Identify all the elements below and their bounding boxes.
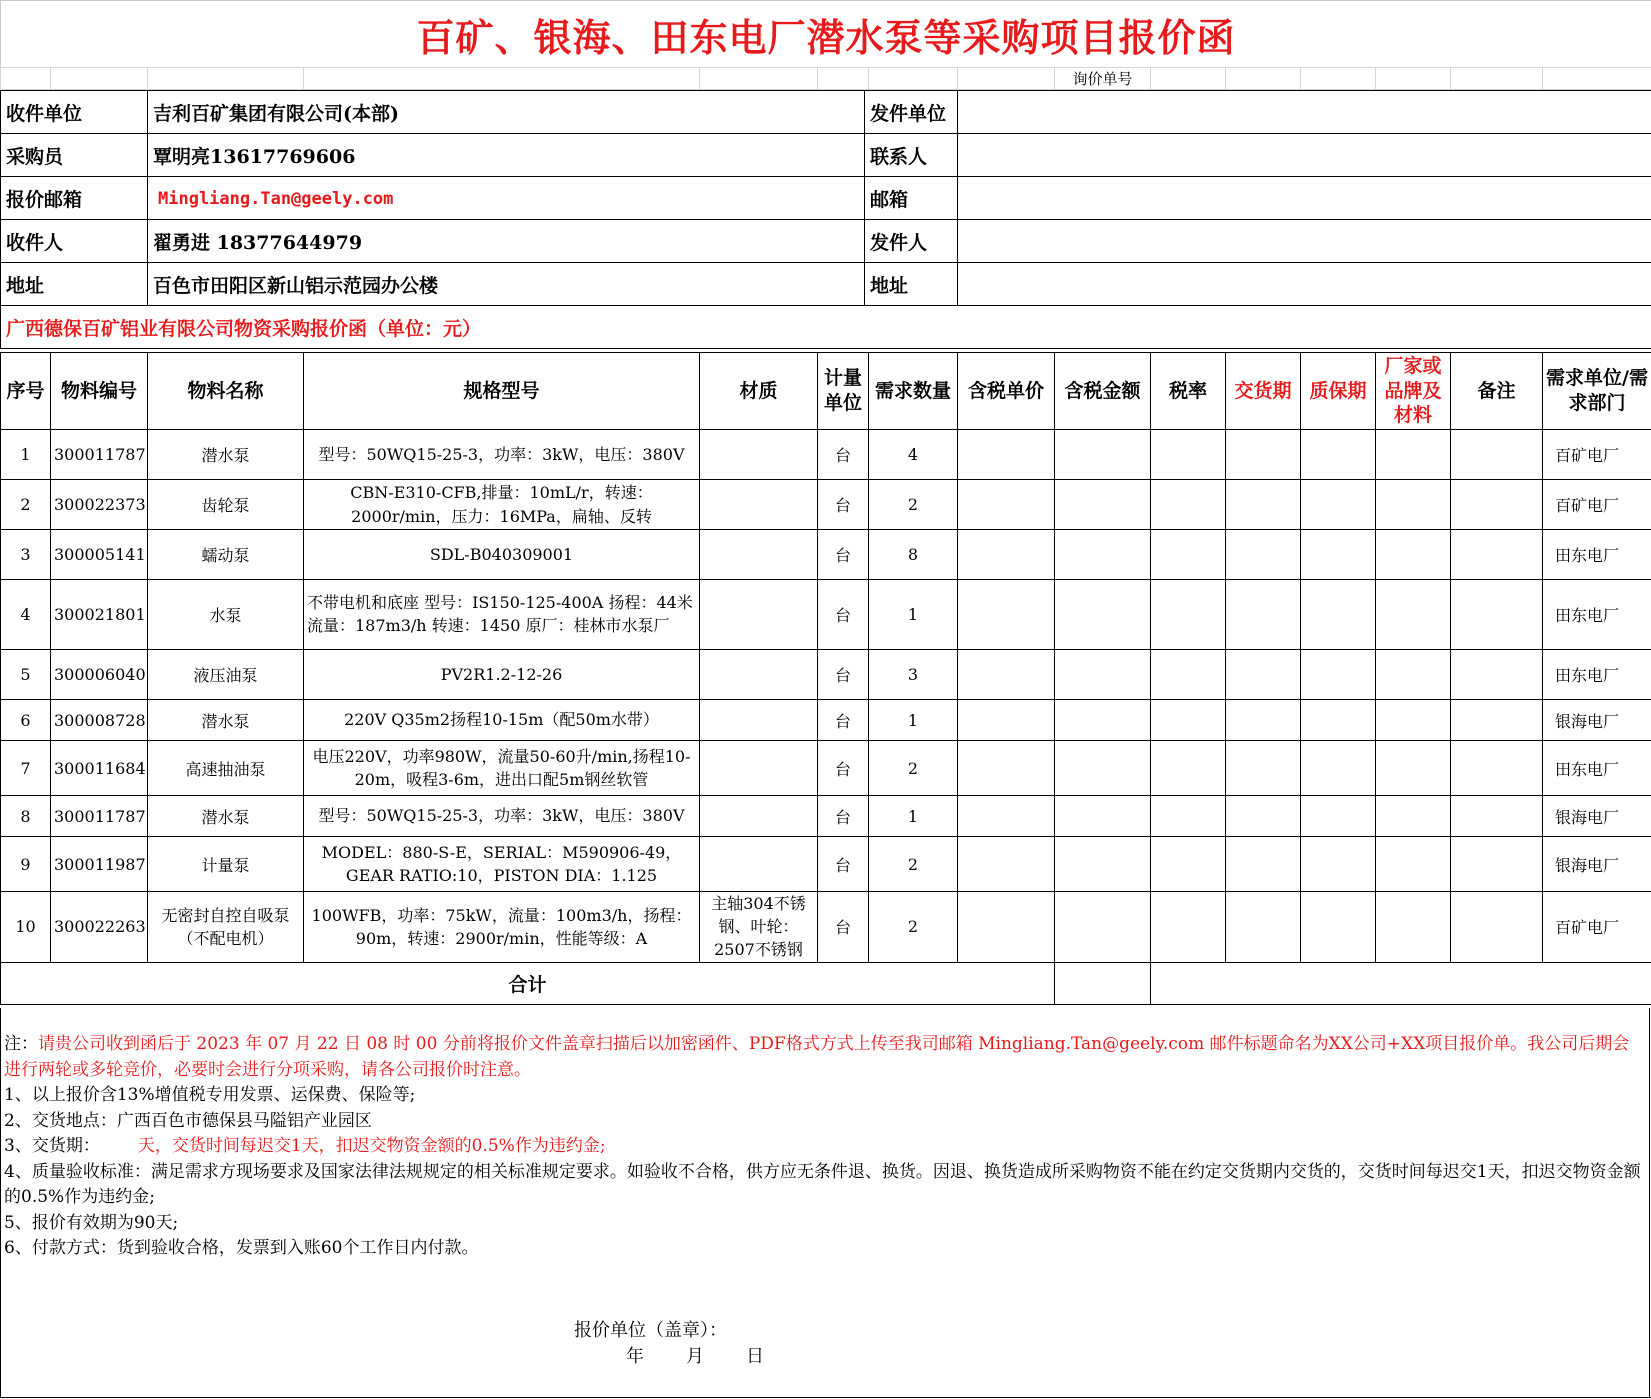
item-code: 300011787 — [51, 796, 148, 837]
item-amount-input[interactable] — [1055, 650, 1151, 700]
item-spec: CBN-E310-CFB,排量：10mL/r，转速：2000r/min，压力：16MPa，扁轴、反转 — [304, 480, 700, 530]
frame-bottom — [0, 1397, 1651, 1398]
note-3-prefix: 3、交货期： — [4, 1136, 100, 1156]
strip-cell — [1543, 68, 1651, 90]
note-main — [4, 1032, 1644, 1083]
col-warranty: 质保期 — [1301, 353, 1376, 430]
item-unit: 台 — [818, 430, 869, 480]
item-remark-input[interactable] — [1451, 741, 1543, 796]
note-2: 2、交货地点：广西百色市德保县马隘铝产业园区 — [4, 1110, 372, 1131]
item-name: 齿轮泵 — [148, 480, 304, 530]
item-dept: 田东电厂 — [1543, 650, 1651, 700]
item-delivery-input[interactable] — [1226, 892, 1301, 963]
item-unit-price-input[interactable] — [958, 892, 1055, 963]
item-warranty-input[interactable] — [1301, 430, 1376, 480]
strip-cell — [1, 68, 51, 90]
item-brand-input[interactable] — [1376, 480, 1451, 530]
item-unit: 台 — [818, 480, 869, 530]
item-name: 高速抽油泵 — [148, 741, 304, 796]
item-spec: MODEL：880-S-E，SERIAL：M590906-49，GEAR RATIO:10，PISTON DIA：1.125 — [304, 837, 700, 892]
address2-value[interactable] — [958, 263, 1651, 306]
signature-date — [574, 1344, 806, 1370]
item-tax-input[interactable] — [1151, 892, 1226, 963]
note-4: 4、质量验收标准：满足需求方现场要求及国家法律法规规定的相关标准规定要求。如验收不合格，供方应无条件退、换货。因退、换货造成所采购物资不能在约定交货期内交货的，交货时间每迟交1天，扣迟交物资金额的0.5%作为违约金; — [4, 1161, 1641, 1207]
item-tax-input[interactable] — [1151, 480, 1226, 530]
item-remark-input[interactable] — [1451, 530, 1543, 580]
strip-cell — [148, 68, 304, 90]
table-row — [1, 741, 1651, 796]
item-delivery-input[interactable] — [1226, 741, 1301, 796]
item-qty: 1 — [869, 796, 958, 837]
strip-cell — [869, 68, 958, 90]
note-1: 1、以上报价含13%增值税专用发票、运保费、保险等; — [4, 1085, 416, 1105]
item-unit: 台 — [818, 741, 869, 796]
item-tax-input[interactable] — [1151, 741, 1226, 796]
signature-label: 报价单位（盖章）： — [574, 1320, 727, 1341]
item-warranty-input[interactable] — [1301, 480, 1376, 530]
item-seq: 7 — [1, 741, 51, 796]
item-brand-input[interactable] — [1376, 650, 1451, 700]
strip-cell — [700, 68, 818, 90]
item-name: 液压油泵 — [148, 650, 304, 700]
item-spec: 型号：50WQ15-25-3，功率：3kW，电压：380V — [304, 430, 700, 480]
item-amount-input[interactable] — [1055, 741, 1151, 796]
sender-org-value[interactable] — [958, 91, 1651, 134]
item-warranty-input[interactable] — [1301, 796, 1376, 837]
items-header-row — [1, 353, 1651, 430]
frame-left — [0, 1008, 1, 1398]
strip-cell — [1451, 68, 1543, 90]
address2-label: 地址 — [865, 263, 958, 306]
item-remark-input[interactable] — [1451, 796, 1543, 837]
item-brand-input[interactable] — [1376, 796, 1451, 837]
email-value[interactable] — [958, 177, 1651, 220]
col-brand: 厂家或品牌及材料 — [1376, 353, 1451, 430]
date-day: 日 — [746, 1346, 764, 1367]
item-brand-input[interactable] — [1376, 892, 1451, 963]
inquiry-strip — [0, 67, 1651, 90]
item-dept: 田东电厂 — [1543, 580, 1651, 650]
item-code: 300006040 — [51, 650, 148, 700]
strip-cell — [1226, 68, 1301, 90]
item-spec: 不带电机和底座 型号：IS150-125-400A 扬程：44米 流量：187m3/h 转速：1450 原厂：桂林市水泵厂 — [304, 580, 700, 650]
recipient-org-label: 收件单位 — [1, 91, 148, 134]
item-amount-input[interactable] — [1055, 892, 1151, 963]
item-name: 潜水泵 — [148, 796, 304, 837]
note-5: 5、报价有效期为90天; — [4, 1212, 179, 1233]
inquiry-number-value[interactable] — [1151, 68, 1226, 90]
strip-cell — [1301, 68, 1376, 90]
item-qty: 1 — [869, 580, 958, 650]
item-tax-input[interactable] — [1151, 837, 1226, 892]
item-name: 潜水泵 — [148, 700, 304, 741]
item-seq: 10 — [1, 892, 51, 963]
item-qty: 2 — [869, 837, 958, 892]
sender-org-label: 发件单位 — [865, 91, 958, 134]
table-row — [1, 796, 1651, 837]
col-dept: 需求单位/需求部门 — [1543, 353, 1651, 430]
item-spec: PV2R1.2-12-26 — [304, 650, 700, 700]
item-remark-input[interactable] — [1451, 837, 1543, 892]
item-brand-input[interactable] — [1376, 741, 1451, 796]
date-month: 月 — [686, 1346, 704, 1367]
sheet-subtitle: 广西德保百矿铝业有限公司物资采购报价函（单位：元） — [1, 306, 1651, 349]
item-delivery-input[interactable] — [1226, 530, 1301, 580]
item-spec: 型号：50WQ15-25-3，功率：3kW，电压：380V — [304, 796, 700, 837]
item-material — [700, 837, 818, 892]
item-warranty-input[interactable] — [1301, 741, 1376, 796]
item-brand-input[interactable] — [1376, 530, 1451, 580]
receiver-label: 收件人 — [1, 220, 148, 263]
total-row — [1, 962, 1651, 1004]
item-amount-input[interactable] — [1055, 530, 1151, 580]
col-delivery: 交货期 — [1226, 353, 1301, 430]
item-qty: 2 — [869, 480, 958, 530]
item-code: 300011684 — [51, 741, 148, 796]
item-seq: 1 — [1, 430, 51, 480]
item-amount-input[interactable] — [1055, 837, 1151, 892]
title-table — [0, 0, 1651, 68]
table-row — [1, 700, 1651, 741]
item-delivery-input[interactable] — [1226, 430, 1301, 480]
item-dept: 田东电厂 — [1543, 530, 1651, 580]
total-label: 合计 — [1, 962, 1055, 1004]
receiver-value: 翟勇进 18377644979 — [148, 220, 865, 263]
item-warranty-input[interactable] — [1301, 530, 1376, 580]
item-tax-input[interactable] — [1151, 530, 1226, 580]
col-remark: 备注 — [1451, 353, 1543, 430]
item-delivery-input[interactable] — [1226, 650, 1301, 700]
table-row — [1, 530, 1651, 580]
item-material — [700, 480, 818, 530]
frame-right — [1649, 1008, 1650, 1398]
item-delivery-input[interactable] — [1226, 837, 1301, 892]
item-tax-input[interactable] — [1151, 580, 1226, 650]
document-title: 百矿、银海、田东电厂潜水泵等采购项目报价函 — [1, 1, 1651, 68]
item-material: 主轴304不锈钢、叶轮：2507不锈钢 — [700, 892, 818, 963]
item-name: 潜水泵 — [148, 430, 304, 480]
item-seq: 3 — [1, 530, 51, 580]
item-unit-price-input[interactable] — [958, 480, 1055, 530]
item-delivery-input[interactable] — [1226, 796, 1301, 837]
item-unit: 台 — [818, 650, 869, 700]
item-qty: 2 — [869, 892, 958, 963]
item-material — [700, 530, 818, 580]
item-unit-price-input[interactable] — [958, 796, 1055, 837]
table-row — [1, 892, 1651, 963]
item-material — [700, 796, 818, 837]
email-label: 邮箱 — [865, 177, 958, 220]
item-unit-price-input[interactable] — [958, 580, 1055, 650]
item-amount-input[interactable] — [1055, 480, 1151, 530]
contact-value[interactable] — [958, 134, 1651, 177]
item-unit-price-input[interactable] — [958, 741, 1055, 796]
item-seq: 9 — [1, 837, 51, 892]
contact-label: 联系人 — [865, 134, 958, 177]
item-dept: 银海电厂 — [1543, 700, 1651, 741]
info-block — [0, 90, 1651, 349]
item-code: 300005141 — [51, 530, 148, 580]
item-material — [700, 741, 818, 796]
note-6: 6、付款方式：货到验收合格，发票到入账60个工作日内付款。 — [4, 1238, 479, 1258]
item-unit: 台 — [818, 580, 869, 650]
col-tax: 税率 — [1151, 353, 1226, 430]
item-remark-input[interactable] — [1451, 580, 1543, 650]
item-remark-input[interactable] — [1451, 430, 1543, 480]
item-unit: 台 — [818, 700, 869, 741]
item-code: 300011987 — [51, 837, 148, 892]
buyer-label: 采购员 — [1, 134, 148, 177]
item-remark-input[interactable] — [1451, 650, 1543, 700]
item-dept: 百矿电厂 — [1543, 480, 1651, 530]
item-remark-input[interactable] — [1451, 700, 1543, 741]
strip-cell — [818, 68, 869, 90]
item-material — [700, 580, 818, 650]
item-dept: 百矿电厂 — [1543, 892, 1651, 963]
item-remark-input[interactable] — [1451, 892, 1543, 963]
note-3 — [4, 1134, 1644, 1160]
col-qty: 需求数量 — [869, 353, 958, 430]
note-text: 请贵公司收到函后于 2023 年 07 月 22 日 08 时 00 分前将报价文件盖章扫描后以加密函件、PDF格式方式上传至我司邮箱 Mingliang.Tan@geely.com 邮件标题命名为XX公司+XX项目报价单。我公司后期会进行两轮或多轮竞价，必要时会进行分项采购，请各公司报价时注意。 — [4, 1034, 1630, 1080]
item-seq: 4 — [1, 580, 51, 650]
item-tax-input[interactable] — [1151, 700, 1226, 741]
item-delivery-input[interactable] — [1226, 700, 1301, 741]
signature-block — [574, 1318, 806, 1370]
total-rest — [1151, 962, 1651, 1004]
item-unit-price-input[interactable] — [958, 700, 1055, 741]
item-seq: 2 — [1, 480, 51, 530]
buyer-value: 覃明亮13617769606 — [148, 134, 865, 177]
item-code: 300022263 — [51, 892, 148, 963]
item-delivery-input[interactable] — [1226, 480, 1301, 530]
col-code: 物料编号 — [51, 353, 148, 430]
item-amount-input[interactable] — [1055, 580, 1151, 650]
item-unit: 台 — [818, 892, 869, 963]
table-row — [1, 837, 1651, 892]
item-qty: 1 — [869, 700, 958, 741]
recipient-org-value: 吉利百矿集团有限公司(本部) — [148, 91, 865, 134]
table-row — [1, 650, 1651, 700]
item-amount-input[interactable] — [1055, 700, 1151, 741]
items-table — [0, 352, 1651, 1005]
item-warranty-input[interactable] — [1301, 650, 1376, 700]
item-unit: 台 — [818, 796, 869, 837]
item-code: 300011787 — [51, 430, 148, 480]
item-seq: 5 — [1, 650, 51, 700]
item-dept: 银海电厂 — [1543, 796, 1651, 837]
item-brand-input[interactable] — [1376, 430, 1451, 480]
item-name: 计量泵 — [148, 837, 304, 892]
item-warranty-input[interactable] — [1301, 580, 1376, 650]
strip-cell — [304, 68, 700, 90]
item-unit: 台 — [818, 837, 869, 892]
item-remark-input[interactable] — [1451, 480, 1543, 530]
col-name: 物料名称 — [148, 353, 304, 430]
date-year: 年 — [626, 1346, 644, 1367]
address-value: 百色市田阳区新山铝示范园办公楼 — [148, 263, 865, 306]
item-amount-input[interactable] — [1055, 796, 1151, 837]
item-dept: 田东电厂 — [1543, 741, 1651, 796]
table-row — [1, 430, 1651, 480]
item-warranty-input[interactable] — [1301, 837, 1376, 892]
item-name: 无密封自控自吸泵（不配电机） — [148, 892, 304, 963]
item-qty: 8 — [869, 530, 958, 580]
col-unit-price: 含税单价 — [958, 353, 1055, 430]
col-amount: 含税金额 — [1055, 353, 1151, 430]
item-tax-input[interactable] — [1151, 650, 1226, 700]
note-prefix: 注： — [4, 1034, 38, 1054]
table-row — [1, 480, 1651, 530]
item-brand-input[interactable] — [1376, 580, 1451, 650]
item-brand-input[interactable] — [1376, 837, 1451, 892]
item-delivery-input[interactable] — [1226, 580, 1301, 650]
note-3-text: 天，交货时间每迟交1天，扣迟交物资金额的0.5%作为违约金; — [137, 1136, 606, 1156]
item-material — [700, 430, 818, 480]
item-dept: 百矿电厂 — [1543, 430, 1651, 480]
col-unit: 计量单位 — [818, 353, 869, 430]
notes-section — [4, 1032, 1644, 1262]
inquiry-number-label: 询价单号 — [1055, 68, 1151, 90]
item-tax-input[interactable] — [1151, 796, 1226, 837]
item-code: 300021801 — [51, 580, 148, 650]
strip-cell — [51, 68, 148, 90]
item-material — [700, 650, 818, 700]
strip-cell — [958, 68, 1055, 90]
item-unit: 台 — [818, 530, 869, 580]
strip-cell — [1376, 68, 1451, 90]
quote-email-value[interactable]: Mingliang.Tan@geely.com — [158, 189, 394, 209]
item-qty: 2 — [869, 741, 958, 796]
item-qty: 4 — [869, 430, 958, 480]
sender-label: 发件人 — [865, 220, 958, 263]
item-name: 水泵 — [148, 580, 304, 650]
sender-value[interactable] — [958, 220, 1651, 263]
item-spec: 电压220V，功率980W，流量50-60升/min,扬程10-20m，吸程3-6m，进出口配5m钢丝软管 — [304, 741, 700, 796]
item-code: 300022373 — [51, 480, 148, 530]
item-seq: 8 — [1, 796, 51, 837]
col-material: 材质 — [700, 353, 818, 430]
item-unit-price-input[interactable] — [958, 837, 1055, 892]
item-spec: SDL-B040309001 — [304, 530, 700, 580]
total-amount[interactable] — [1055, 962, 1151, 1004]
item-material — [700, 700, 818, 741]
col-spec: 规格型号 — [304, 353, 700, 430]
col-seq: 序号 — [1, 353, 51, 430]
item-qty: 3 — [869, 650, 958, 700]
item-spec: 220V Q35m2扬程10-15m（配50m水带） — [304, 700, 700, 741]
item-spec: 100WFB，功率：75kW，流量：100m3/h，扬程：90m，转速：2900r/min，性能等级：A — [304, 892, 700, 963]
table-row — [1, 580, 1651, 650]
item-unit-price-input[interactable] — [958, 530, 1055, 580]
item-code: 300008728 — [51, 700, 148, 741]
item-dept: 银海电厂 — [1543, 837, 1651, 892]
quote-email-label: 报价邮箱 — [1, 177, 148, 220]
item-amount-input[interactable] — [1055, 430, 1151, 480]
address-label: 地址 — [1, 263, 148, 306]
item-warranty-input[interactable] — [1301, 892, 1376, 963]
item-brand-input[interactable] — [1376, 700, 1451, 741]
item-warranty-input[interactable] — [1301, 700, 1376, 741]
item-unit-price-input[interactable] — [958, 650, 1055, 700]
item-tax-input[interactable] — [1151, 430, 1226, 480]
item-seq: 6 — [1, 700, 51, 741]
item-unit-price-input[interactable] — [958, 430, 1055, 480]
item-name: 蠕动泵 — [148, 530, 304, 580]
